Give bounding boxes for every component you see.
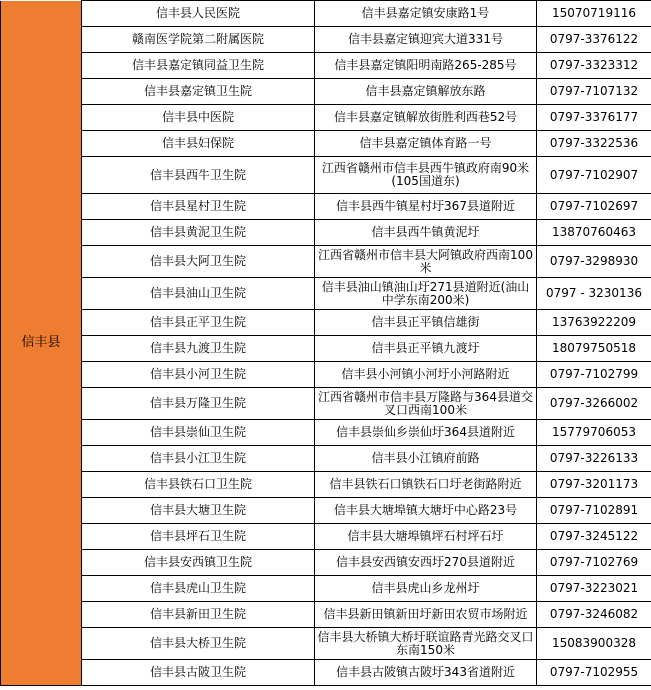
hospital-name-cell: 信丰县黄泥卫生院 — [82, 220, 315, 246]
address-cell: 江西省赣州市信丰县万隆路与364县道交叉口西南100米 — [315, 388, 537, 420]
hospital-name-cell: 信丰县坪石卫生院 — [82, 524, 315, 550]
address-cell: 信丰县小河镇小河圩小河路附近 — [315, 362, 537, 388]
hospital-name-cell: 信丰县安西镇卫生院 — [82, 550, 315, 576]
hospital-name-cell: 信丰县铁石口卫生院 — [82, 472, 315, 498]
address-cell: 信丰县铁石口镇铁石口圩老街路附近 — [315, 472, 537, 498]
table-row — [1, 157, 651, 194]
table-row — [1, 446, 651, 472]
table-row — [1, 1, 651, 27]
address-cell: 信丰县安西镇安西圩270县道附近 — [315, 550, 537, 576]
hospital-name-cell: 信丰县虎山卫生院 — [82, 576, 315, 602]
table-row — [1, 27, 651, 53]
phone-cell: 13870760463 — [537, 220, 651, 246]
phone-cell: 0797-3298930 — [537, 246, 651, 278]
table-row — [1, 498, 651, 524]
table-row — [1, 388, 651, 420]
phone-cell: 15083900328 — [537, 628, 651, 660]
table-row — [1, 105, 651, 131]
address-cell: 信丰县正平镇九渡圩 — [315, 336, 537, 362]
hospital-name-cell: 信丰县人民医院 — [82, 1, 315, 27]
table-row — [1, 131, 651, 157]
hospital-name-cell: 信丰县嘉定镇同益卫生院 — [82, 53, 315, 79]
address-cell: 信丰县新田镇新田圩新田农贸市场附近 — [315, 602, 537, 628]
address-cell: 信丰县西牛镇黄泥圩 — [315, 220, 537, 246]
hospital-name-cell: 信丰县新田卫生院 — [82, 602, 315, 628]
address-cell: 信丰县虎山乡龙州圩 — [315, 576, 537, 602]
hospital-name-cell: 信丰县妇保院 — [82, 131, 315, 157]
hospital-name-cell: 信丰县小江卫生院 — [82, 446, 315, 472]
hospital-name-cell: 信丰县大阿卫生院 — [82, 246, 315, 278]
table-row — [1, 602, 651, 628]
phone-cell: 0797-3376177 — [537, 105, 651, 131]
hospital-name-cell: 信丰县万隆卫生院 — [82, 388, 315, 420]
phone-cell: 13763922209 — [537, 310, 651, 336]
table-row — [1, 550, 651, 576]
address-cell: 信丰县嘉定镇解放东路 — [315, 79, 537, 105]
hospital-name-cell: 信丰县星村卫生院 — [82, 194, 315, 220]
phone-cell: 0797-7102907 — [537, 157, 651, 194]
table-row — [1, 420, 651, 446]
hospital-name-cell: 信丰县大塘卫生院 — [82, 498, 315, 524]
phone-cell: 18079750518 — [537, 336, 651, 362]
address-cell: 信丰县嘉定镇体育路一号 — [315, 131, 537, 157]
county-cell — [1, 1, 82, 686]
table-row — [1, 79, 651, 105]
table-row — [1, 194, 651, 220]
hospital-name-cell: 赣南医学院第二附属医院 — [82, 27, 315, 53]
table-row — [1, 53, 651, 79]
phone-cell: 0797-3323312 — [537, 53, 651, 79]
address-cell: 信丰县正平镇信雄街 — [315, 310, 537, 336]
phone-cell: 0797-7102799 — [537, 362, 651, 388]
table-row — [1, 524, 651, 550]
table-row — [1, 660, 651, 686]
address-cell: 信丰县小江镇府前路 — [315, 446, 537, 472]
phone-cell: 0797-3322536 — [537, 131, 651, 157]
phone-cell: 0797-7102697 — [537, 194, 651, 220]
address-cell: 江西省赣州市信丰县西牛镇政府南90米(105国道东) — [315, 157, 537, 194]
hospital-name-cell: 信丰县古陂卫生院 — [82, 660, 315, 686]
table-row — [1, 628, 651, 660]
hospital-name-cell: 信丰县崇仙卫生院 — [82, 420, 315, 446]
phone-cell: 0797-7102955 — [537, 660, 651, 686]
hospital-name-cell: 信丰县大桥卫生院 — [82, 628, 315, 660]
county-label: 信丰县 — [21, 335, 61, 351]
phone-cell: 0797-7107132 — [537, 79, 651, 105]
hospital-name-cell: 信丰县油山卫生院 — [82, 278, 315, 310]
address-cell: 江西省赣州市信丰县大阿镇政府西南100米 — [315, 246, 537, 278]
address-cell: 信丰县嘉定镇阳明南路265-285号 — [315, 53, 537, 79]
address-cell: 信丰县古陂镇古陂圩343省道附近 — [315, 660, 537, 686]
address-cell: 信丰县崇仙乡崇仙圩364县道附近 — [315, 420, 537, 446]
hospital-name-cell: 信丰县小河卫生院 — [82, 362, 315, 388]
phone-cell: 0797-3226133 — [537, 446, 651, 472]
phone-cell: 0797-3266002 — [537, 388, 651, 420]
address-cell: 信丰县大桥镇大桥圩联谊路青光路交叉口东南150米 — [315, 628, 537, 660]
phone-cell: 0797 - 3230136 — [537, 278, 651, 310]
address-cell: 信丰县油山镇油山圩271县道附近(油山中学东南200米) — [315, 278, 537, 310]
table-row — [1, 220, 651, 246]
hospital-name-cell: 信丰县西牛卫生院 — [82, 157, 315, 194]
address-cell: 信丰县嘉定镇安康路1号 — [315, 1, 537, 27]
hospital-name-cell: 信丰县九渡卫生院 — [82, 336, 315, 362]
table-row — [1, 362, 651, 388]
address-cell: 信丰县嘉定镇迎宾大道331号 — [315, 27, 537, 53]
phone-cell: 0797-7102891 — [537, 498, 651, 524]
address-cell: 信丰县大塘埠镇坪石村坪石圩 — [315, 524, 537, 550]
address-cell: 信丰县西牛镇星村圩367县道附近 — [315, 194, 537, 220]
table-row — [1, 576, 651, 602]
hospital-name-cell: 信丰县嘉定镇卫生院 — [82, 79, 315, 105]
table-row — [1, 472, 651, 498]
phone-cell: 0797-3245122 — [537, 524, 651, 550]
phone-cell: 0797-3246082 — [537, 602, 651, 628]
phone-cell: 0797-7102769 — [537, 550, 651, 576]
phone-cell: 15070719116 — [537, 1, 651, 27]
address-cell: 信丰县嘉定镇解放街胜利西巷52号 — [315, 105, 537, 131]
address-cell: 信丰县大塘埠镇大塘圩中心路23号 — [315, 498, 537, 524]
phone-cell: 15779706053 — [537, 420, 651, 446]
table-row — [1, 310, 651, 336]
hospital-name-cell: 信丰县中医院 — [82, 105, 315, 131]
hospital-name-cell: 信丰县正平卫生院 — [82, 310, 315, 336]
phone-cell: 0797-3376122 — [537, 27, 651, 53]
table-row — [1, 278, 651, 310]
table-row — [1, 336, 651, 362]
phone-cell: 0797-3201173 — [537, 472, 651, 498]
table-row — [1, 246, 651, 278]
phone-cell: 0797-3223021 — [537, 576, 651, 602]
hospital-table-body — [1, 1, 651, 686]
